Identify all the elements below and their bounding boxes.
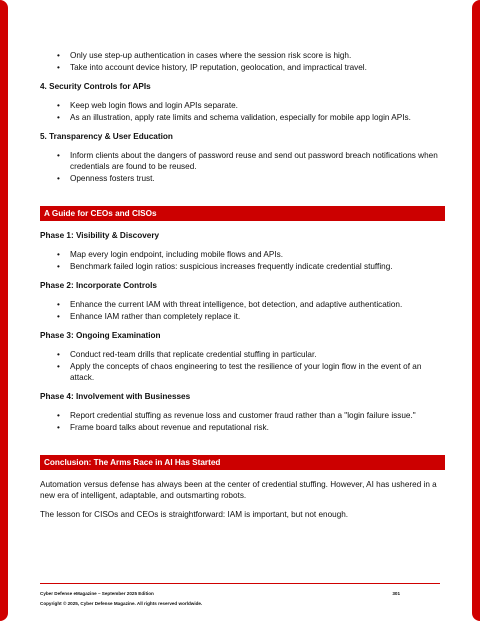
phase-heading: Phase 3: Ongoing Examination: [40, 331, 161, 340]
section-heading: 5. Transparency & User Education: [40, 132, 173, 141]
phase-list: [40, 249, 445, 272]
section-heading: 4. Security Controls for APIs: [40, 82, 151, 91]
list-item: • Map every login endpoint, including mobile flows and APIs.: [70, 249, 445, 260]
left-page-edge: [0, 0, 8, 621]
page-content: [40, 50, 445, 528]
phase-list: [40, 299, 445, 322]
list-item: • Take into account device history, IP reputation, geolocation, and impractical travel.: [70, 62, 445, 73]
guide-title-bar: A Guide for CEOs and CISOs: [40, 206, 445, 221]
list-item: • Benchmark failed login ratios: suspicious increases frequently indicate credential stuffing.: [70, 261, 445, 272]
list-item: • Keep web login flows and login APIs separate.: [70, 100, 445, 111]
list-item: • Only use step-up authentication in cases where the session risk score is high.: [70, 50, 445, 61]
right-page-edge: [472, 0, 480, 621]
conclusion-paragraph: Automation versus defense has always been at the center of credential stuffing. However, AI has ushered in a new era of intelligent, adaptable, and outsmarting robots.: [40, 480, 437, 500]
phase-list: [40, 349, 445, 383]
list-item: • Conduct red-team drills that replicate credential stuffing in particular.: [70, 349, 445, 360]
page-number: 301: [392, 591, 400, 596]
list-item: • As an illustration, apply rate limits and schema validation, especially for mobile app login APIs.: [70, 112, 445, 123]
footer-edition-text: Cyber Defense eMagazine – September 2025 Edition: [40, 591, 154, 596]
intro-list: [40, 50, 445, 73]
conclusion-title-bar: Conclusion: The Arms Race in AI Has Started: [40, 455, 445, 470]
list-item: • Apply the concepts of chaos engineering to test the resilience of your login flow in the event of an attack.: [70, 361, 445, 383]
phase-heading: Phase 2: Incorporate Controls: [40, 281, 157, 290]
footer-divider: [40, 583, 440, 584]
list-item: • Frame board talks about revenue and reputational risk.: [70, 422, 445, 433]
conclusion-paragraph: The lesson for CISOs and CEOs is straightforward: IAM is important, but not enough.: [40, 510, 349, 519]
section-list: [40, 150, 445, 184]
list-item: • Openness fosters trust.: [70, 173, 445, 184]
phase-heading: Phase 1: Visibility & Discovery: [40, 231, 160, 240]
list-item: • Enhance the current IAM with threat intelligence, bot detection, and adaptive authentication.: [70, 299, 445, 310]
footer-edition: [40, 591, 440, 596]
phase-heading: Phase 4: Involvement with Businesses: [40, 392, 191, 401]
list-item: • Report credential stuffing as revenue loss and customer fraud rather than a "login failure issue.": [70, 410, 445, 421]
list-item: • Enhance IAM rather than completely replace it.: [70, 311, 445, 322]
footer-copyright: Copyright © 2025, Cyber Defense Magazine. All rights reserved worldwide.: [40, 601, 203, 606]
section-list: [40, 100, 445, 123]
list-item: • Inform clients about the dangers of password reuse and send out password breach notifications when credentials are found to be reused.: [70, 150, 445, 172]
phase-list: [40, 410, 445, 433]
